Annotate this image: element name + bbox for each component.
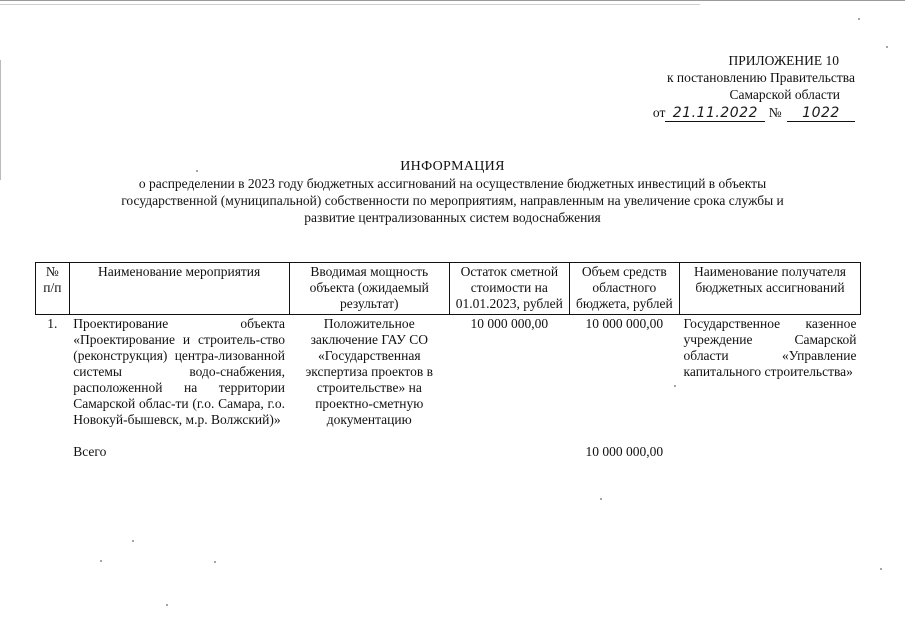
appendix-date-number [653, 104, 855, 122]
number-prefix: № [768, 105, 782, 120]
handwritten-date: 21.11.2022 [665, 106, 765, 122]
row-capacity: Положительное заключение ГАУ СО «Государственная экспертиза проектов в строительстве» на проектно-сметную документацию [305, 316, 433, 427]
document-heading [40, 158, 865, 226]
header-capacity: Вводимая мощность объекта (ожидаемый результат) [289, 263, 450, 315]
appendix-resolution: к постановлению Правительства [666, 70, 855, 85]
appendix-title: ПРИЛОЖЕНИЕ 10 [728, 53, 839, 68]
row-remaining-cost: 10 000 000,00 [470, 316, 549, 331]
row-activity-name: Проектирование объекта «Проектирование и строитель-ство (реконструкция) центра-лизованной системы водо-снабжения, расположенной на территории Самарской облас-ти (г.о. Самара, г.о. Новокуй-бышевск, м.р. Волжский)» [73, 316, 286, 427]
header-activity-name: Наименование мероприятия [69, 263, 289, 315]
header-number: № п/п [36, 263, 70, 315]
row-budget-volume: 10 000 000,00 [585, 316, 664, 331]
document-title: ИНФОРМАЦИЯ [400, 159, 505, 174]
header-remaining-cost: Остаток сметной стоимости на 01.01.2023, рублей [450, 263, 570, 315]
row-number: 1. [47, 316, 58, 331]
header-budget-volume: Объем средств областного бюджета, рублей [569, 263, 679, 315]
row-recipient: Государственное казенное учреждение Самарской области «Управление капитального строительства» [683, 316, 857, 379]
document-subtitle-line-3: развитие централизованных систем водоснабжения [304, 210, 601, 225]
table-header-row [36, 263, 861, 315]
appendix-block [653, 52, 855, 122]
date-prefix: от [652, 105, 666, 120]
handwritten-number: 1022 [787, 106, 855, 122]
scan-edge-left [0, 60, 1, 180]
header-recipient: Наименование получателя бюджетных ассигнований [680, 263, 861, 315]
scan-edge-line [0, 4, 700, 5]
document-subtitle-line-2: государственной (муниципальной) собственности по мероприятиям, направленным на увеличение срока службы и [121, 193, 784, 208]
table-row [36, 315, 861, 431]
total-label: Всего [73, 444, 107, 459]
table-total-row [36, 430, 861, 462]
info-table [35, 262, 861, 462]
appendix-region: Самарской области [729, 87, 840, 102]
document-subtitle-line-1: о распределении в 2023 году бюджетных ассигнований на осуществление бюджетных инвестиций в объекты [138, 176, 767, 191]
total-budget: 10 000 000,00 [585, 444, 664, 459]
